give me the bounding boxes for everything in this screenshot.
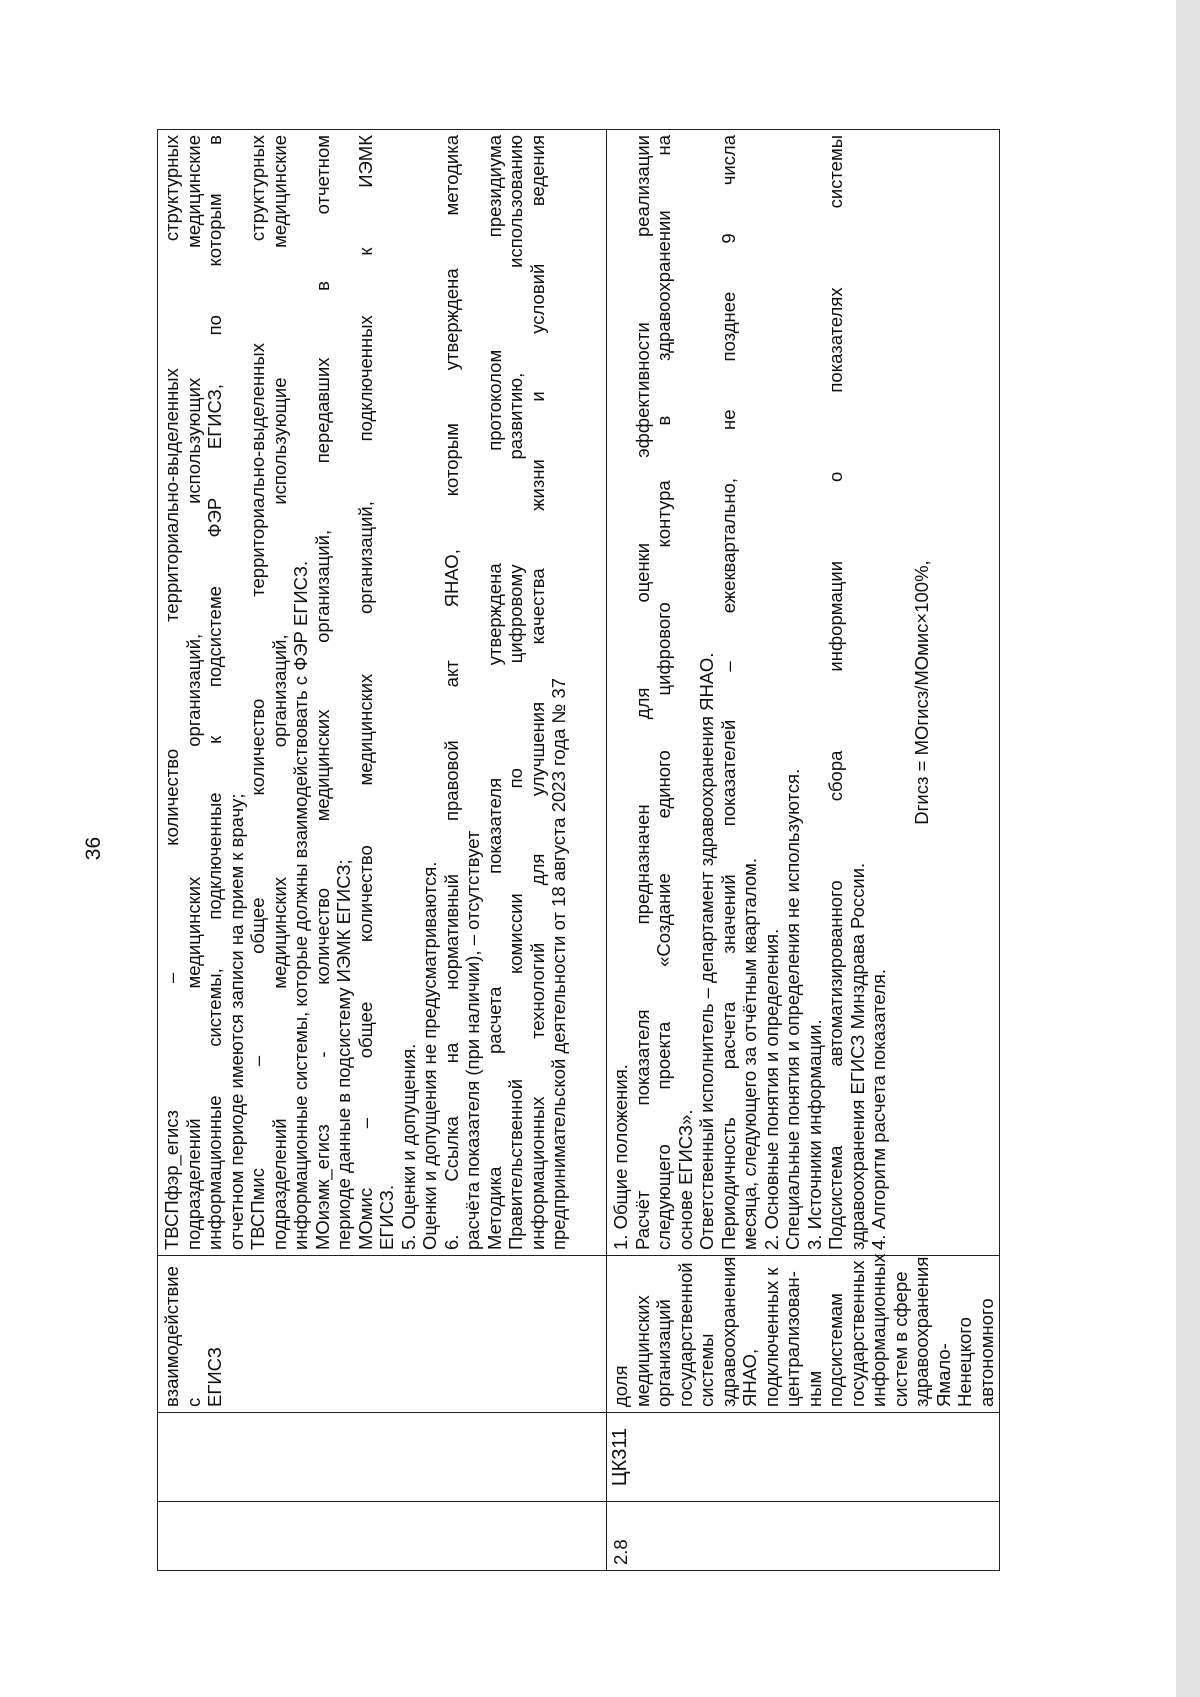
indicator-name-line: ным подсистемам <box>803 1293 846 1407</box>
methodology-line: 5. Оценки и допущения. <box>397 1043 419 1250</box>
indicator-name-line: ЯНАО, <box>739 1348 760 1407</box>
methodology-line: Периодичность расчета значений показателей – ежеквартально, не позднее 9 числа <box>717 135 739 1250</box>
methodology-line: месяца, следующего за отчётным кварталом. <box>739 858 760 1250</box>
indicator-name-line: подключенных к <box>760 1267 782 1407</box>
methodology-line: ТВСПфэр_егисз – количество территориально-выделенных структурных <box>161 135 182 1250</box>
methodology-line: МОмис – общее количество медицинских организаций, подключенных к ИЭМК <box>354 135 376 1250</box>
indicator-name-line: Ямало-Ненецкого <box>932 1317 975 1407</box>
table-row <box>607 130 1000 1571</box>
methodology-line: расчёта показателя (при наличии), – отсутствует <box>462 830 483 1250</box>
indicator-code-cell <box>158 1413 607 1502</box>
methodology-line: предпринимательской деятельности от 18 августа 2023 года № 37 <box>548 677 569 1250</box>
row-number-cell <box>158 1502 607 1571</box>
table-row <box>158 130 607 1571</box>
methodology-line: Методика расчета показателя утверждена протоколом президиума <box>483 135 505 1250</box>
methodology-line: МОиэмк_егисз - количество медицинских организаций, передавших в отчетном <box>311 135 333 1250</box>
indicator-name-cell <box>158 1256 607 1413</box>
methodology-line: здравоохранения ЕГИСЗ Минздрава России. <box>846 862 868 1250</box>
indicator-name-line: систем в сфере <box>889 1271 911 1407</box>
indicator-name-line: организаций <box>653 1299 674 1407</box>
methodology-line: Специальные понятия и определения не используются. <box>782 768 803 1250</box>
methodology-line: информационных технологий для улучшения качества жизни и условий ведения <box>526 135 548 1250</box>
methodology-line: ТВСПмис – общее количество территориально-выделенных структурных <box>247 135 268 1250</box>
methodology-line: информационные системы, которые должны взаимодействовать с ФЭР ЕГИСЗ. <box>290 560 311 1250</box>
methodology-line: подразделений медицинских организаций, использующие медицинские <box>268 135 290 1250</box>
methodology-line: периоде данные в подсистему ИЭМК ЕГИСЗ; <box>333 859 354 1250</box>
methodology-line: основе ЕГИСЗ». <box>674 1109 696 1250</box>
methodology-cell <box>158 130 607 1256</box>
methodology-line: информационные системы, подключенные к подсистеме ФЭР ЕГИСЗ, по которым в <box>204 135 225 1250</box>
methodology-line: 2. Основные понятия и определения. <box>760 928 782 1250</box>
methodology-line: следующего проекта «Создание единого цифрового контура в здравоохранении на <box>653 135 674 1250</box>
indicator-code-cell: ЦК311 <box>607 1413 1000 1502</box>
methodology-line: Оценки и допущения не предусматриваются. <box>419 861 440 1250</box>
indicator-name-line: системы <box>696 1333 717 1407</box>
methodology-line: подразделений медицинских организаций, использующих медицинские <box>182 135 204 1250</box>
methodology-line: 3. Источники информации. <box>803 1019 825 1250</box>
methodology-line: 1. Общие положения. <box>610 1064 631 1250</box>
indicator-name-cell <box>607 1253 1000 1413</box>
methodology-line: Подсистема автоматизированного сбора информации о показателях системы <box>825 135 846 1250</box>
indicator-name-line: централизован- <box>782 1271 803 1407</box>
methodology-line: ЕГИСЗ. <box>376 1184 397 1250</box>
page-number: 36 <box>82 836 105 861</box>
indicator-name-line: взаимодействие с <box>161 1266 204 1407</box>
indicator-name-line: ЕГИСЗ <box>204 1347 225 1407</box>
indicator-name-line: здравоохранения <box>911 1256 932 1407</box>
methodology-cell <box>607 130 1000 1256</box>
indicator-name-line: автономного <box>975 1298 997 1407</box>
methodology-line: 6. Ссылка на нормативный правовой акт ЯНАО, которым утверждена методика <box>440 135 462 1250</box>
indicator-name-line: государственных <box>846 1260 868 1407</box>
methodology-line: Ответственный исполнитель – департамент здравоохранения ЯНАО. <box>696 652 717 1250</box>
methodology-line: Правительственной комиссии по цифровому развитию, использованию <box>505 135 526 1250</box>
methodology-line: Dгисз = МОгисз/МОмис×100%, <box>911 560 932 825</box>
indicator-name-line: государственной <box>674 1262 696 1407</box>
indicator-name-line: доля медицинских <box>610 1295 653 1407</box>
indicator-name-line: информационных <box>868 1253 889 1407</box>
methodology-line: 4. Алгоритм расчета показателя. <box>868 968 889 1250</box>
indicator-table <box>157 129 1000 1571</box>
methodology-line <box>890 135 912 1250</box>
row-number-cell: 2.8 <box>607 1502 1000 1571</box>
methodology-line: отчетном периоде имеются записи на прием к врачу; <box>225 793 247 1250</box>
methodology-line: Расчёт показателя предназначен для оценки эффективности реализации <box>631 135 653 1250</box>
indicator-name-line: здравоохранения <box>717 1256 739 1407</box>
